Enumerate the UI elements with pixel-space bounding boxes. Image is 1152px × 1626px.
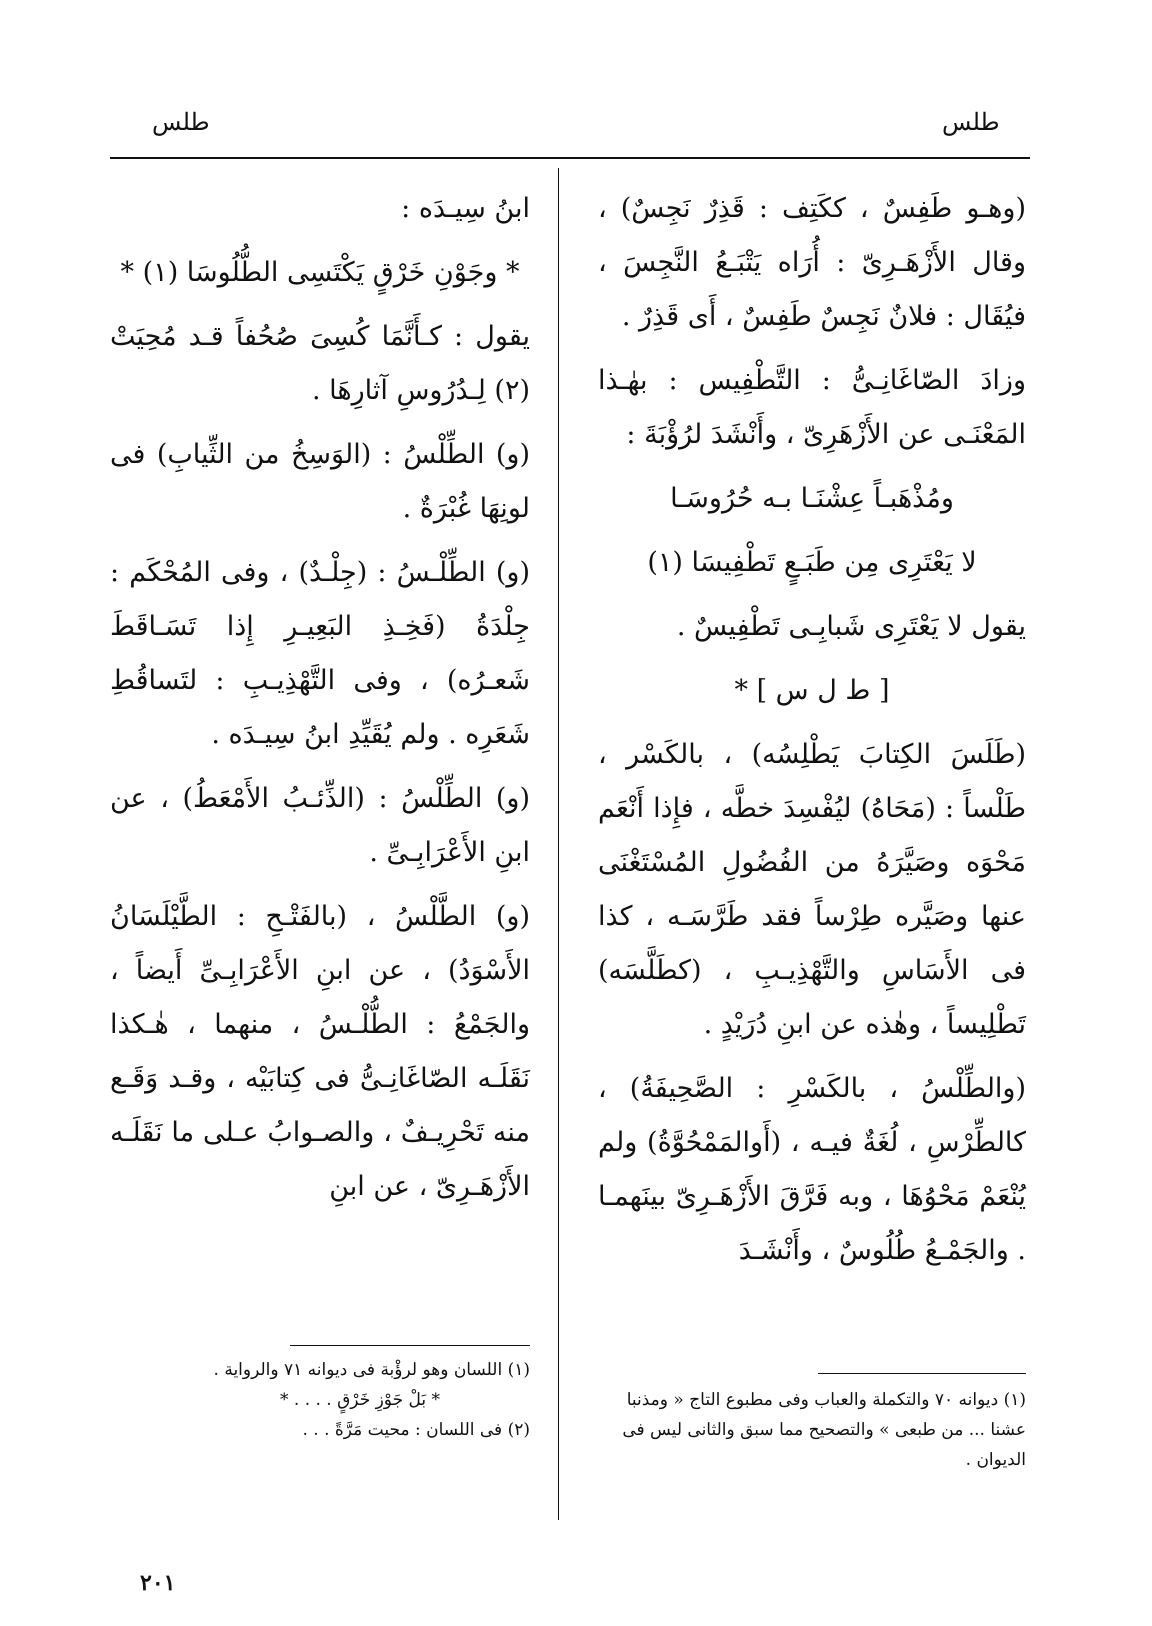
- paragraph: (وهـو طَفِسٌ ، ككَتِف : قَذِرٌ نَجِسٌ) ، وقال الأَزْهَـرِىّ : أُرَاه يَتْبَـعُ النَّجِسَ ، فيُقَال : فلانٌ نَجِسٌ طَفِسٌ ، أَى قَذِرٌ .: [598, 193, 1026, 332]
- footnotes-right: [598, 1385, 1026, 1475]
- running-head-left: طلس: [152, 108, 210, 136]
- footnote: (١) اللسان وهو لرؤْبة فى ديوانه ٧١ والرواية .: [213, 1360, 530, 1380]
- paragraph: وزادَ الصّاغَانِـىُّ : التَّطْفِيس : بهٰـذا المَعْنَـى عن الأَزْهَرِىّ ، وأَنْشَدَ لرُؤْبَةَ :: [598, 365, 1026, 450]
- paragraph: (و) الطَّلْسُ ، (بالفَتْـحِ : الطَّيْلَسَانُ الأَسْوَدُ) ، عن ابنِ الأَعْرَابِـىِّ أَيضاً ، والجَمْعُ : الطُّلْـسُ ، منهما ، هٰـكذا نَقَلَـه الصّاغَانِـىُّ فى كِتابَيْه ، وقـد وَقَـع منه تَحْرِيـفٌ ، والصـوابُ عـلى ما نَقَلَـه الأَزْهَـرِىّ ، عن ابنِ: [110, 901, 530, 1202]
- paragraph: (و) الطِّلْـسُ : (جِلْـدٌ) ، وفى المُحْكَم : جِلْدَةُ (فَخِـذِ البَعِيـرِ إِذا تَسَـاقَطَ شَعـرُه) ، وفى التَّهْذِيـبِ : لتَساقُطِ شَعَرِه . ولم يُقَيِّدِ ابنُ سِيـدَه .: [110, 557, 530, 750]
- footnotes-left: [190, 1355, 530, 1445]
- running-head-right: طلس: [942, 108, 1000, 136]
- footnote-rule-right: [818, 1373, 1026, 1374]
- verse-line: * وجَوْنِ خَرْقٍ يَكْتَسِى الطُّلُوسَا (١) *: [120, 257, 520, 288]
- paragraph: (و) الطِّلْسُ : (الوَسِخُ من الثِّيابِ) فى لونِهَا غُبْرَةٌ .: [110, 439, 530, 524]
- paragraph: (طَلَسَ الكِتابَ يَطْلِسُه) ، بالكَسْر ، طَلْساً : (مَحَاهُ) ليُفْسِدَ خطَّه ، فإِذا أَنْعَم مَحْوَه وصَيَّرَهُ من الفُضُولِ المُسْتَغْنَى عنها وصَيَّره طِرْساً فقد طَرَّسَـه ، كذا فى الأَسَاسِ والتَّهْذِيـبِ ، (كطَلَّسَه) تَطْلِيساً ، وهٰذه عن ابنِ دُرَيْدٍ .: [598, 739, 1026, 1040]
- column-divider: [558, 168, 559, 1520]
- paragraph: يقول لا يَعْتَرِى شَبابِـى تَطْفِيسٌ .: [676, 611, 1026, 642]
- paragraph: ابنُ سِيـدَه :: [401, 193, 530, 224]
- footnote: (٢) فى اللسان : محيت مَرَّةً . . .: [302, 1420, 530, 1440]
- header-rule: [110, 157, 1030, 159]
- verse-line: ومُذْهَبـاً عِشْنَـا بـه حُرُوسَـا: [670, 483, 954, 514]
- paragraph: (و) الطِّلْسُ : (الذِّئـبُ الأَمْعَطُ) ، عن ابنِ الأَعْرَابِـىِّ .: [110, 783, 530, 868]
- entry-heading: [ ط ل س ] *: [734, 675, 890, 706]
- footnote: (١) ديوانه ٧٠ والتكملة والعباب وفى مطبوع التاج « ومذنبا عشنا ... من طبعى » والتصحيح مما سبق والثانى ليس فى الديوان .: [622, 1390, 1026, 1470]
- left-column: [110, 182, 530, 1224]
- paragraph: يقول : كـأَنَّمَا كُسِىَ صُحُفاً قـد مُحِيَتْ (٢) لِـدُرُوسِ آثارِهَا .: [110, 321, 530, 406]
- right-column: [598, 182, 1026, 1288]
- footnote-rule-left: [290, 1345, 530, 1346]
- verse-line: لا يَعْتَرِى مِن طَبَـعٍ تَطْفِيسَا (١): [647, 547, 977, 578]
- paragraph: (والطِّلْسُ ، بالكَسْرِ : الصَّحِيفَةُ) ، كالطِّرْسِ ، لُغَةٌ فيـه ، (أَوالمَمْحُوَّةُ) ولم يُنْعَمْ مَحْوُهَا ، وبه فَرَّقَ الأَزْهَـرِىّ بينَهمـا . والجَمْـعُ طُلُوسٌ ، وأَنْشَـدَ: [598, 1073, 1026, 1266]
- footnote-verse: * بَلْ جَوْزِ خَرْقٍ . . . . *: [279, 1390, 441, 1410]
- page-number: ٢٠١: [140, 1570, 176, 1596]
